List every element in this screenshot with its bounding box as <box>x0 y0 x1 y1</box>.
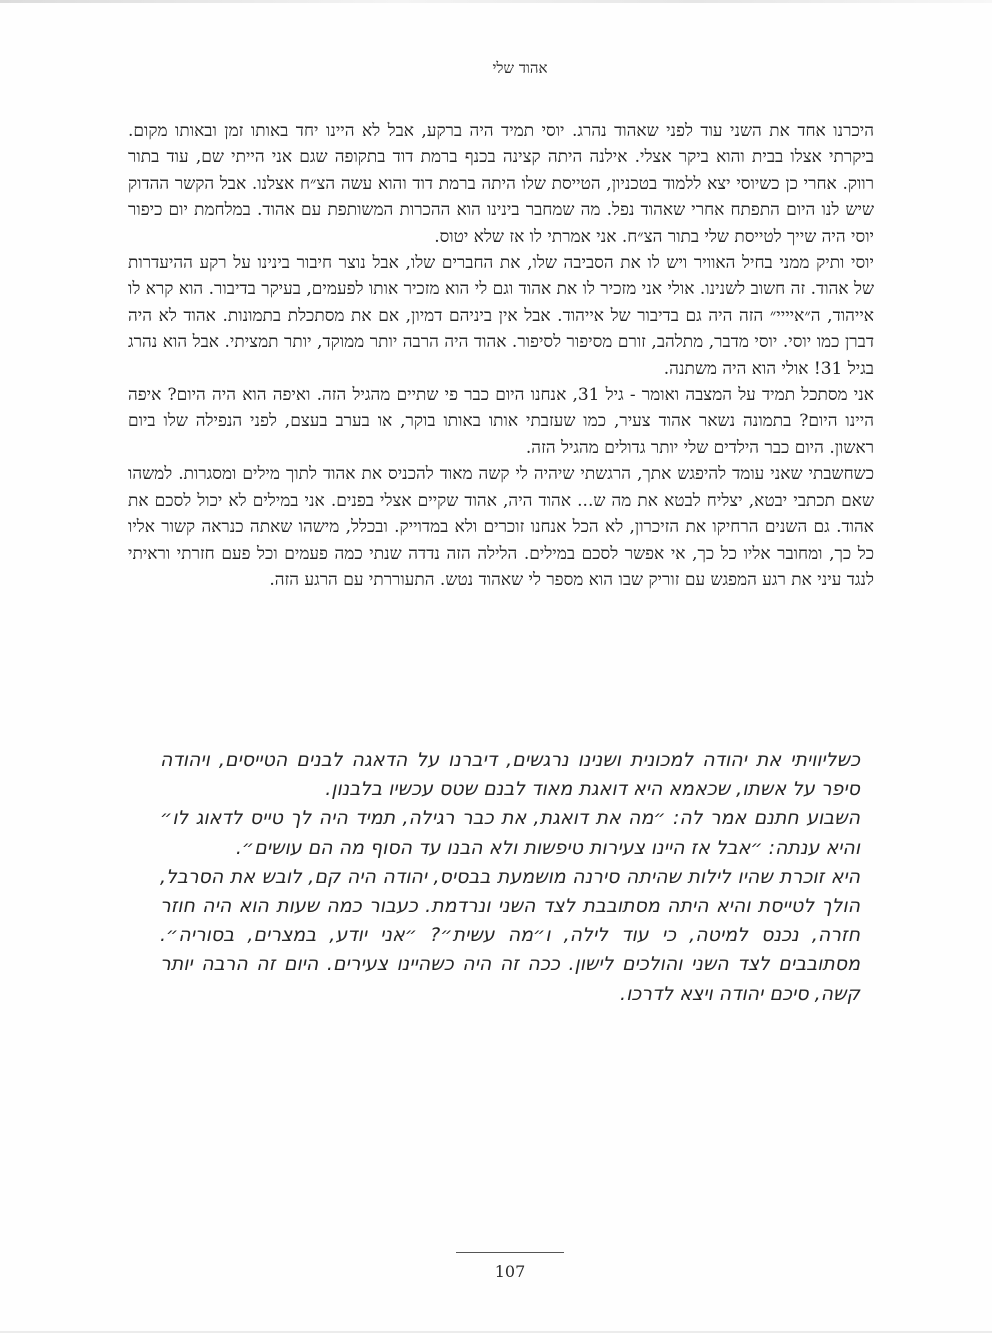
body-paragraph: כשחשבתי שאני עומד להיפגש אתך, הרגשתי שיהיה לי קשה מאוד להכניס את אהוד לתוך מילים ומסגרות. למשהו שאם תכתבי יבטא, יצליח לבטא את מה ש... אהוד היה, אהוד שקיים אצלי בפנים. אני במילים לא יכול לסכם את אהוד. גם השנים הרחיקו את הזיכרון, לא הכל אנחנו זוכרים ולא במדוייק. ובכלל, מישהו שאתה כנראה קשור אליו כל כך, ומחובר אליו כל כך, אי אפשר לסכם במילים. הלילה הזה נדדה שנתי כמה פעמים וכל פעם חזרתי וראיתי לנגד עיני את רגע המפגש עם זוריק שבו הוא מספר לי שאהוד נטש. התעוררתי עם הרגע הזה. <box>128 464 874 590</box>
footer-rule <box>456 1252 564 1253</box>
quote-paragraph: כשליוויתי את יהודה למכונית ושנינו נרגשים, דיברנו על הדאגה לבנים הטייסים, ויהודה סיפר על אשתו, שכאמא היא דואגת מאוד לבנם שטס עכשיו בלבנון. <box>160 749 860 801</box>
running-header: אהוד שלי <box>492 59 548 77</box>
body-paragraph: אני מסתכל תמיד על המצבה ואומר - גיל 31, אנחנו היום כבר פי שתיים מהגיל הזה. ואיפה הוא היה היום? איפה היינו היום? בתמונה נשאר אהוד צעיר, כמו שעזבתי אותו באותו בוקר, או בערב בעצם, לפני הנפילה שלו ביום ראשון. היום כבר הילדים שלי יותר גדולים מהגיל הזה. <box>128 385 874 458</box>
quote-paragraph: השבוע חתנם אמר לה: ״מה את דואגת, את כבר רגילה, תמיד היה לך טייס לדאוג לו״ והיא ענתה: ״אבל אז היינו צעירות טיפשות ולא הבנו עד הסוף מה הם עושים״. <box>160 807 860 859</box>
scan-top-edge <box>0 0 992 3</box>
quote-paragraph: היא זוכרת שהיו לילות שהיתה סירנה מושמעת בבסיס, יהודה היה קם, לובש את הסרבל, הולך לטייסת והיא היתה מסתובבת לצד השני ונרדמת. כעבור כמה שעות הוא היה חוזר חזרה, נכנס למיטה, כי עוד לילה, ו״מה עשית״? ״אני יודע, במצרים, בסוריה״. מסתובבים לצד השני והולכים לישון. ככה זה היה כשהיינו צעירים. היום זה הרבה יותר קשה, סיכם יהודה ויצא לדרכו. <box>160 865 860 1005</box>
italic-quote-block <box>160 746 860 1009</box>
body-text <box>128 118 874 593</box>
body-paragraph: היכרנו אחד את השני עוד לפני שאהוד נהרג. יוסי תמיד היה ברקע, אבל לא היינו יחד באותו זמן ובאותו מקום. ביקרתי אצלו בבית והוא ביקר אצלי. אילנה היתה קצינה בכנף ברמת דוד בתקופה שגם אני הייתי שם, עוד בתור רווק. אחרי כן כשיוסי יצא ללמוד בטכניון, הטייסת שלו היתה ברמת דוד והוא עשה הצ״ח אצלנו. אבל הקשר ההדוק שיש לנו היום התפתח אחרי שאהוד נפל. מה שמחבר בינינו הוא ההכרות המשותפת עם אהוד. במלחמת יום כיפור יוסי היה שייך לטייסת שלי בתור הצ״ח. אני אמרתי לו אז שלא יטוס. <box>128 121 874 247</box>
page-number: 107 <box>494 1262 526 1281</box>
body-paragraph: יוסי ותיק ממני בחיל האוויר ויש לו את הסביבה שלו, את החברים שלו, אבל נוצר חיבור בינינו על רקע ההיעדרות של אהוד. זה חשוב לשנינו. אולי אני מזכיר לו את אהוד וגם לי הוא מזכיר אותו לפעמים, בעיקר בדיבור. הוא קרא לו אייהוד, ה״איייי״ הזה היה גם בדיבור של אייהוד. אבל אין ביניהם דמיון, אם את מסתכלת בתמונות. אהוד לא היה דברן כמו יוסי. יוסי מדבר, מתלהב, זורם מסיפור לסיפור. אהוד היה הרבה יותר ממוקד, יותר תמציתי. אבל הוא נהרג בגיל 31! אולי הוא היה משתנה. <box>128 253 874 379</box>
